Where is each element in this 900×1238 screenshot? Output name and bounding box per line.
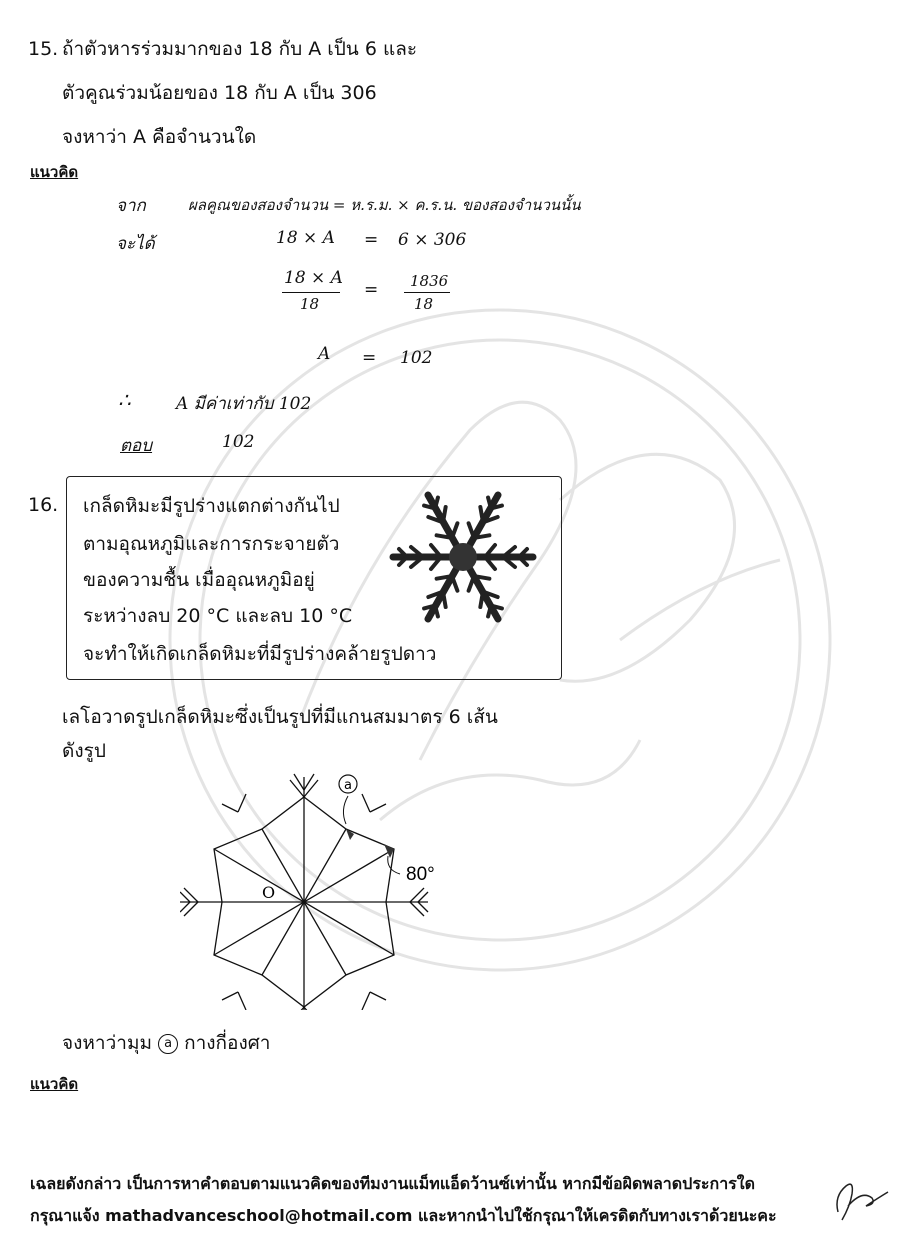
angle-label-80: 80° [406,864,435,885]
fraction-left-denominator: 18 [300,295,320,313]
fraction-left-bar [282,292,340,293]
fraction-right-numerator: 1836 [410,272,449,290]
fraction-right-denominator: 18 [414,295,434,313]
eq1-equals: = [364,230,379,250]
footer-line-2: กรุณาแจ้ง mathadvanceschool@hotmail.com และหากนำไปใช้กรุณาให้เครดิตกับทางเราด้วยนะคะ [30,1206,777,1225]
q16-question-tail: กางกี่องศา [184,1032,271,1054]
q15-line-3: จงหาว่า A คือจำนวนใด [62,126,257,148]
conclusion-text: A มีค่าเท่ากับ 102 [176,394,312,414]
q16-question [62,1032,270,1055]
result-equals: = [362,348,377,368]
q16-after-line-1: เลโอวาดรูปเกล็ดหิมะซึ่งเป็นรูปที่มีแกนสมมาตร 6 เส้น [62,706,498,728]
box-line-2: ตามอุณหภูมิและการกระจายตัว [83,533,340,555]
label-a: a [344,778,352,793]
therefore-symbol: ∴ [118,388,131,412]
question-number-16: 16. [28,494,59,516]
solution-heading-16: แนวคิด [30,1075,79,1093]
box-line-5: จะทำให้เกิดเกล็ดหิมะที่มีรูปร่างคล้ายรูปดาว [83,643,437,665]
box-line-3: ของความชื้น เมื่ออุณหภูมิอยู่ [83,569,315,591]
q15-line-2: ตัวคูณร่วมน้อยของ 18 กับ A เป็น 306 [62,82,377,104]
get-label: จะได้ [116,234,155,254]
fraction-left-numerator: 18 × A [284,268,343,288]
q16-after-line-2: ดังรูป [62,740,106,762]
rule-text: ผลคูณของสองจำนวน = ห.ร.ม. × ค.ร.น. ของสองจำนวนนั้น [188,196,581,214]
fraction-right-bar [404,292,450,293]
solution-heading-15: แนวคิด [30,163,79,181]
q15-line-1: ถ้าตัวหารร่วมมากของ 18 กับ A เป็น 6 และ [62,38,418,60]
snowflake-diagram [180,770,480,1010]
eq1-right: 6 × 306 [398,230,467,250]
answer-value: 102 [222,432,255,452]
question-number-15: 15. [28,38,59,60]
label-o: O [262,883,276,902]
q16-question-text: จงหาว่ามุม [62,1032,152,1054]
answer-label: ตอบ [120,436,153,456]
eq1-left: 18 × A [276,228,335,248]
snowflake-photo [378,482,548,632]
box-line-1: เกล็ดหิมะมีรูปร่างแตกต่างกันไป [83,495,340,517]
fraction-equals: = [364,280,379,300]
result-right: 102 [400,348,433,368]
result-left: A [318,344,331,364]
signature [832,1176,892,1228]
box-line-4: ระหว่างลบ 20 °C และลบ 10 °C [83,605,353,627]
from-label: จาก [116,196,146,216]
circled-a: a [158,1034,178,1054]
footer-line-1: เฉลยดังกล่าว เป็นการหาคำตอบตามแนวคิดของทีมงานแม็ทแอ็ดว้านซ์เท่านั้น หากมีข้อผิดพลาดประการใด [30,1174,755,1193]
